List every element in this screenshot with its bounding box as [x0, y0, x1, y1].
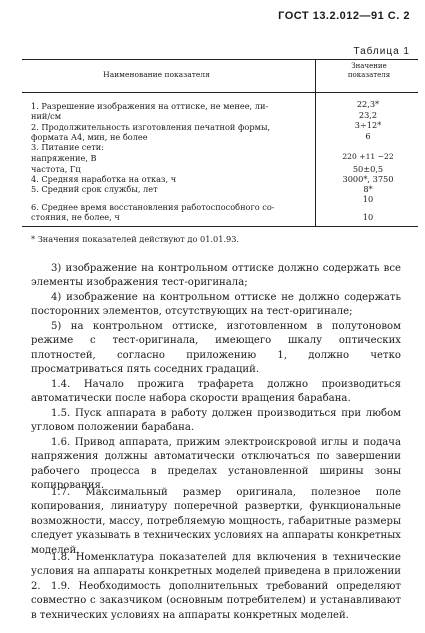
table-row-name: 3. Питание сети: — [31, 142, 104, 152]
table-row-value: 50±0,5 — [352, 164, 384, 174]
table-column-divider — [315, 59, 316, 226]
table-row-value: 23,2 — [358, 110, 378, 120]
paragraph: 1.5. Пуск аппарата в работу должен производиться при любом угловом положении барабана. — [31, 408, 401, 434]
table-row-name: стояния, не более, ч — [31, 212, 120, 222]
page-header: ГОСТ 13.2.012—91 С. 2 — [278, 10, 410, 22]
table-row-value: 220 +11 −22 — [342, 152, 394, 161]
paragraph: 3) изображение на контрольном оттиске должно содержать все элементы изображения тест-оригинала; — [31, 263, 401, 289]
paragraph: 1.4. Начало прожига трафарета должно производиться автоматически после набора скорости вращения барабана. — [31, 379, 401, 405]
table-row-value: 10 — [362, 212, 374, 222]
table-row-value: 3000*, 3750 — [342, 174, 394, 184]
table-row-name: 1. Разрешение изображения на оттиске, не менее, ли- — [31, 101, 269, 111]
table-row-name: 5. Средний срок службы, лет — [31, 184, 158, 194]
table-row-value: 3÷12* — [354, 120, 382, 130]
table-row-value: 6 — [365, 131, 371, 141]
table-row-value: 22,3* — [356, 99, 380, 109]
paragraph: 1.6. Привод аппарата, прижим электроискровой иглы и подача напряжения должны автоматически отключаться по завершении рабочего процесса в пределах установленной ширины зоны копирования. — [31, 437, 401, 492]
paragraph: 1.9. Необходимость дополнительных требований определяют совместно с заказчиком (основным потребителем) и устанавливают в технических условиях на аппараты конкретных моделей. — [31, 581, 401, 621]
table-row-name: 2. Продолжительность изготовления печатной формы, — [31, 122, 271, 132]
paragraph: 4) изображение на контрольном оттиске не должно содержать посторонних элементов, отсутствующих на тест-оригинале; — [31, 292, 401, 318]
table-footnote: * Значения показателей действуют до 01.01.93. — [31, 234, 240, 244]
paragraph: 1.8. Номенклатура показателей для включения в технические условия на аппараты конкретных моделей приведена в приложении 2. — [31, 552, 401, 592]
table-header-value: Значение показателя — [347, 62, 391, 79]
table-row-name: формата А4, мин, не более — [31, 132, 148, 142]
table-bottom-rule — [22, 226, 418, 227]
table-row-name: 6. Среднее время восстановления работоспособного со- — [31, 202, 275, 212]
table-row-name: частота, Гц — [31, 164, 81, 174]
table-row-name: напряжение, В — [31, 153, 97, 163]
paragraph: 1.7. Максимальный размер оригинала, полезное поле копирования, линиатуру поперечной развертки, функциональные возможности, массу, потребляемую мощность, габаритные размеры следует указывать в технических условиях на аппараты конкретных моделей. — [31, 487, 401, 556]
table-row-name: ний/см — [31, 111, 62, 121]
table-header-name: Наименование показателя — [103, 70, 210, 79]
table-header-rule — [22, 92, 418, 93]
table-row-name: 4. Средняя наработка на отказ, ч — [31, 174, 177, 184]
table-row-value: 10 — [362, 194, 374, 204]
table-caption: Таблица 1 — [353, 46, 410, 57]
paragraph: 5) на контрольном оттиске, изготовленном в полутоновом режиме с тест-оригинала, имеющего шкалу оптических плотностей, согласно приложению 1, должно четко просматриваться пять соседних градаций. — [31, 321, 401, 376]
table-top-rule — [22, 59, 418, 60]
table-row-value: 8* — [363, 184, 373, 194]
